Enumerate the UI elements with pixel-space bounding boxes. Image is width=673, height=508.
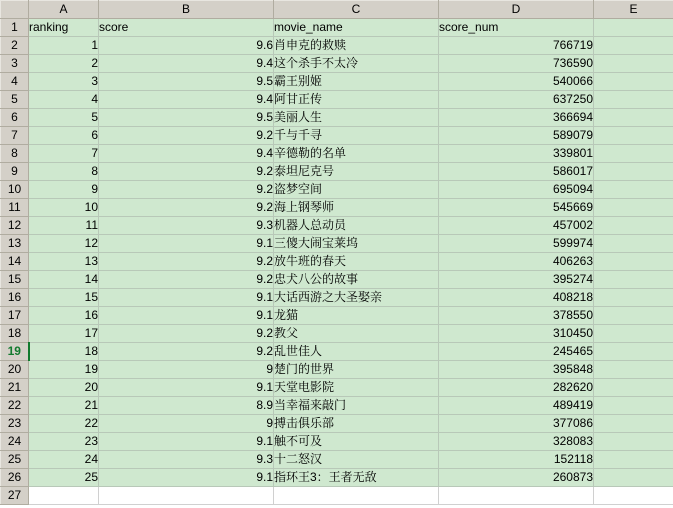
cell-a10[interactable]: 9	[29, 181, 99, 199]
cell-e25[interactable]	[594, 451, 673, 469]
row-header-21[interactable]: 21	[1, 379, 29, 397]
cell-d19[interactable]: 245465	[439, 343, 594, 361]
cell-c23[interactable]: 搏击俱乐部	[274, 415, 439, 433]
cell-e11[interactable]	[594, 199, 673, 217]
row-header-27[interactable]: 27	[1, 487, 29, 505]
table-row[interactable]	[1, 289, 673, 307]
cell-e18[interactable]	[594, 325, 673, 343]
column-header-b[interactable]: B	[99, 1, 274, 19]
table-row[interactable]	[1, 379, 673, 397]
cell-e22[interactable]	[594, 397, 673, 415]
cell-a7[interactable]: 6	[29, 127, 99, 145]
table-row[interactable]	[1, 397, 673, 415]
cell-e6[interactable]	[594, 109, 673, 127]
table-row[interactable]	[1, 487, 673, 505]
table-row[interactable]	[1, 109, 673, 127]
cell-e5[interactable]	[594, 91, 673, 109]
cell-e23[interactable]	[594, 415, 673, 433]
cell-a15[interactable]: 14	[29, 271, 99, 289]
row-header-3[interactable]: 3	[1, 55, 29, 73]
cell-b1[interactable]: score	[99, 19, 274, 37]
table-row[interactable]	[1, 325, 673, 343]
cell-d11[interactable]: 545669	[439, 199, 594, 217]
cell-e8[interactable]	[594, 145, 673, 163]
table-row[interactable]	[1, 181, 673, 199]
cell-a20[interactable]: 19	[29, 361, 99, 379]
cell-b12[interactable]: 9.3	[99, 217, 274, 235]
cell-b19[interactable]: 9.2	[99, 343, 274, 361]
cell-b23[interactable]: 9	[99, 415, 274, 433]
cell-e26[interactable]	[594, 469, 673, 487]
cell-b24[interactable]: 9.1	[99, 433, 274, 451]
row-header-14[interactable]: 14	[1, 253, 29, 271]
cell-c13[interactable]: 三傻大闹宝莱坞	[274, 235, 439, 253]
cell-a17[interactable]: 16	[29, 307, 99, 325]
table-row[interactable]	[1, 253, 673, 271]
cell-e16[interactable]	[594, 289, 673, 307]
cell-c5[interactable]: 阿甘正传	[274, 91, 439, 109]
cell-d1[interactable]: score_num	[439, 19, 594, 37]
row-header-16[interactable]: 16	[1, 289, 29, 307]
row-header-4[interactable]: 4	[1, 73, 29, 91]
cell-a1[interactable]: ranking	[29, 19, 99, 37]
cell-d22[interactable]: 489419	[439, 397, 594, 415]
row-header-8[interactable]: 8	[1, 145, 29, 163]
cell-b8[interactable]: 9.4	[99, 145, 274, 163]
cell-b13[interactable]: 9.1	[99, 235, 274, 253]
cell-c22[interactable]: 当幸福来敲门	[274, 397, 439, 415]
cell-d8[interactable]: 339801	[439, 145, 594, 163]
table-row[interactable]	[1, 37, 673, 55]
cell-c8[interactable]: 辛德勒的名单	[274, 145, 439, 163]
cell-d17[interactable]: 378550	[439, 307, 594, 325]
cell-e9[interactable]	[594, 163, 673, 181]
table-row[interactable]	[1, 415, 673, 433]
cell-a23[interactable]: 22	[29, 415, 99, 433]
cell-e21[interactable]	[594, 379, 673, 397]
cell-b18[interactable]: 9.2	[99, 325, 274, 343]
cell-c16[interactable]: 大话西游之大圣娶亲	[274, 289, 439, 307]
cell-d6[interactable]: 366694	[439, 109, 594, 127]
cell-a9[interactable]: 8	[29, 163, 99, 181]
cell-b21[interactable]: 9.1	[99, 379, 274, 397]
cell-d10[interactable]: 695094	[439, 181, 594, 199]
row-header-2[interactable]: 2	[1, 37, 29, 55]
cell-c2[interactable]: 肖申克的救赎	[274, 37, 439, 55]
cell-d20[interactable]: 395848	[439, 361, 594, 379]
cell-e7[interactable]	[594, 127, 673, 145]
cell-c18[interactable]: 教父	[274, 325, 439, 343]
table-row[interactable]	[1, 55, 673, 73]
cell-a5[interactable]: 4	[29, 91, 99, 109]
row-header-12[interactable]: 12	[1, 217, 29, 235]
row-header-23[interactable]: 23	[1, 415, 29, 433]
cell-d3[interactable]: 736590	[439, 55, 594, 73]
cell-c24[interactable]: 触不可及	[274, 433, 439, 451]
cell-a25[interactable]: 24	[29, 451, 99, 469]
cell-b3[interactable]: 9.4	[99, 55, 274, 73]
cell-b2[interactable]: 9.6	[99, 37, 274, 55]
cell-c4[interactable]: 霸王别姬	[274, 73, 439, 91]
cell-e24[interactable]	[594, 433, 673, 451]
table-row[interactable]	[1, 163, 673, 181]
cell-e10[interactable]	[594, 181, 673, 199]
cell-d5[interactable]: 637250	[439, 91, 594, 109]
column-header-a[interactable]: A	[29, 1, 99, 19]
table-row[interactable]	[1, 19, 673, 37]
cell-e27[interactable]	[594, 487, 673, 505]
cell-a6[interactable]: 5	[29, 109, 99, 127]
table-row-active[interactable]	[1, 343, 673, 361]
row-header-22[interactable]: 22	[1, 397, 29, 415]
row-header-11[interactable]: 11	[1, 199, 29, 217]
row-header-5[interactable]: 5	[1, 91, 29, 109]
table-row[interactable]	[1, 73, 673, 91]
cell-a11[interactable]: 10	[29, 199, 99, 217]
cell-d26[interactable]: 260873	[439, 469, 594, 487]
cell-e3[interactable]	[594, 55, 673, 73]
cell-b4[interactable]: 9.5	[99, 73, 274, 91]
cell-d24[interactable]: 328083	[439, 433, 594, 451]
column-header-c[interactable]: C	[274, 1, 439, 19]
table-row[interactable]	[1, 199, 673, 217]
cell-b15[interactable]: 9.2	[99, 271, 274, 289]
cell-d7[interactable]: 589079	[439, 127, 594, 145]
cell-a3[interactable]: 2	[29, 55, 99, 73]
column-header-d[interactable]: D	[439, 1, 594, 19]
cell-c10[interactable]: 盗梦空间	[274, 181, 439, 199]
row-header-13[interactable]: 13	[1, 235, 29, 253]
cell-d25[interactable]: 152118	[439, 451, 594, 469]
cell-b11[interactable]: 9.2	[99, 199, 274, 217]
cell-a21[interactable]: 20	[29, 379, 99, 397]
cell-d9[interactable]: 586017	[439, 163, 594, 181]
cell-a24[interactable]: 23	[29, 433, 99, 451]
row-header-18[interactable]: 18	[1, 325, 29, 343]
cell-e19[interactable]	[594, 343, 673, 361]
cell-a18[interactable]: 17	[29, 325, 99, 343]
cell-c1[interactable]: movie_name	[274, 19, 439, 37]
cell-a4[interactable]: 3	[29, 73, 99, 91]
table-row[interactable]	[1, 271, 673, 289]
table-row[interactable]	[1, 433, 673, 451]
cell-e4[interactable]	[594, 73, 673, 91]
cell-c11[interactable]: 海上钢琴师	[274, 199, 439, 217]
row-header-10[interactable]: 10	[1, 181, 29, 199]
cell-c27[interactable]	[274, 487, 439, 505]
cell-e1[interactable]	[594, 19, 673, 37]
table-row[interactable]	[1, 91, 673, 109]
cell-e2[interactable]	[594, 37, 673, 55]
cell-d2[interactable]: 766719	[439, 37, 594, 55]
cell-b16[interactable]: 9.1	[99, 289, 274, 307]
cell-b14[interactable]: 9.2	[99, 253, 274, 271]
cell-a16[interactable]: 15	[29, 289, 99, 307]
cell-c26[interactable]: 指环王3：王者无敌	[274, 469, 439, 487]
cell-e15[interactable]	[594, 271, 673, 289]
cell-b26[interactable]: 9.1	[99, 469, 274, 487]
sheet-body[interactable]	[1, 19, 673, 505]
cell-e12[interactable]	[594, 217, 673, 235]
select-all-corner[interactable]	[1, 1, 29, 19]
cell-a26[interactable]: 25	[29, 469, 99, 487]
table-row[interactable]	[1, 217, 673, 235]
row-header-25[interactable]: 25	[1, 451, 29, 469]
row-header-7[interactable]: 7	[1, 127, 29, 145]
cell-a19[interactable]: 18	[29, 343, 99, 361]
cell-c3[interactable]: 这个杀手不太冷	[274, 55, 439, 73]
cell-c25[interactable]: 十二怒汉	[274, 451, 439, 469]
table-row[interactable]	[1, 361, 673, 379]
cell-a13[interactable]: 12	[29, 235, 99, 253]
cell-b6[interactable]: 9.5	[99, 109, 274, 127]
row-header-9[interactable]: 9	[1, 163, 29, 181]
cell-d18[interactable]: 310450	[439, 325, 594, 343]
cell-a14[interactable]: 13	[29, 253, 99, 271]
cell-c9[interactable]: 泰坦尼克号	[274, 163, 439, 181]
cell-b10[interactable]: 9.2	[99, 181, 274, 199]
cell-d16[interactable]: 408218	[439, 289, 594, 307]
cell-c14[interactable]: 放牛班的春天	[274, 253, 439, 271]
table-row[interactable]	[1, 307, 673, 325]
cell-b20[interactable]: 9	[99, 361, 274, 379]
cell-a27[interactable]	[29, 487, 99, 505]
column-header-row[interactable]	[1, 1, 673, 19]
cell-a2[interactable]: 1	[29, 37, 99, 55]
table-row[interactable]	[1, 469, 673, 487]
table-row[interactable]	[1, 451, 673, 469]
cell-d12[interactable]: 457002	[439, 217, 594, 235]
cell-b22[interactable]: 8.9	[99, 397, 274, 415]
row-header-19[interactable]: 19	[1, 343, 29, 361]
row-header-24[interactable]: 24	[1, 433, 29, 451]
cell-b27[interactable]	[99, 487, 274, 505]
cell-a8[interactable]: 7	[29, 145, 99, 163]
cell-c6[interactable]: 美丽人生	[274, 109, 439, 127]
cell-b25[interactable]: 9.3	[99, 451, 274, 469]
cell-e20[interactable]	[594, 361, 673, 379]
table-row[interactable]	[1, 145, 673, 163]
cell-d15[interactable]: 395274	[439, 271, 594, 289]
cell-a12[interactable]: 11	[29, 217, 99, 235]
cell-d4[interactable]: 540066	[439, 73, 594, 91]
cell-b5[interactable]: 9.4	[99, 91, 274, 109]
cell-c15[interactable]: 忠犬八公的故事	[274, 271, 439, 289]
cell-b9[interactable]: 9.2	[99, 163, 274, 181]
row-header-15[interactable]: 15	[1, 271, 29, 289]
table-row[interactable]	[1, 127, 673, 145]
cell-e14[interactable]	[594, 253, 673, 271]
cell-b7[interactable]: 9.2	[99, 127, 274, 145]
cell-e17[interactable]	[594, 307, 673, 325]
table-row[interactable]	[1, 235, 673, 253]
cell-e13[interactable]	[594, 235, 673, 253]
cell-c7[interactable]: 千与千寻	[274, 127, 439, 145]
cell-c21[interactable]: 天堂电影院	[274, 379, 439, 397]
cell-c12[interactable]: 机器人总动员	[274, 217, 439, 235]
cell-d14[interactable]: 406263	[439, 253, 594, 271]
cell-b17[interactable]: 9.1	[99, 307, 274, 325]
row-header-20[interactable]: 20	[1, 361, 29, 379]
cell-c19[interactable]: 乱世佳人	[274, 343, 439, 361]
row-header-17[interactable]: 17	[1, 307, 29, 325]
row-header-1[interactable]: 1	[1, 19, 29, 37]
cell-d23[interactable]: 377086	[439, 415, 594, 433]
cell-a22[interactable]: 21	[29, 397, 99, 415]
column-header-e[interactable]: E	[594, 1, 673, 19]
row-header-26[interactable]: 26	[1, 469, 29, 487]
cell-c20[interactable]: 楚门的世界	[274, 361, 439, 379]
cell-d13[interactable]: 599974	[439, 235, 594, 253]
cell-d27[interactable]	[439, 487, 594, 505]
cell-c17[interactable]: 龙猫	[274, 307, 439, 325]
cell-d21[interactable]: 282620	[439, 379, 594, 397]
row-header-6[interactable]: 6	[1, 109, 29, 127]
